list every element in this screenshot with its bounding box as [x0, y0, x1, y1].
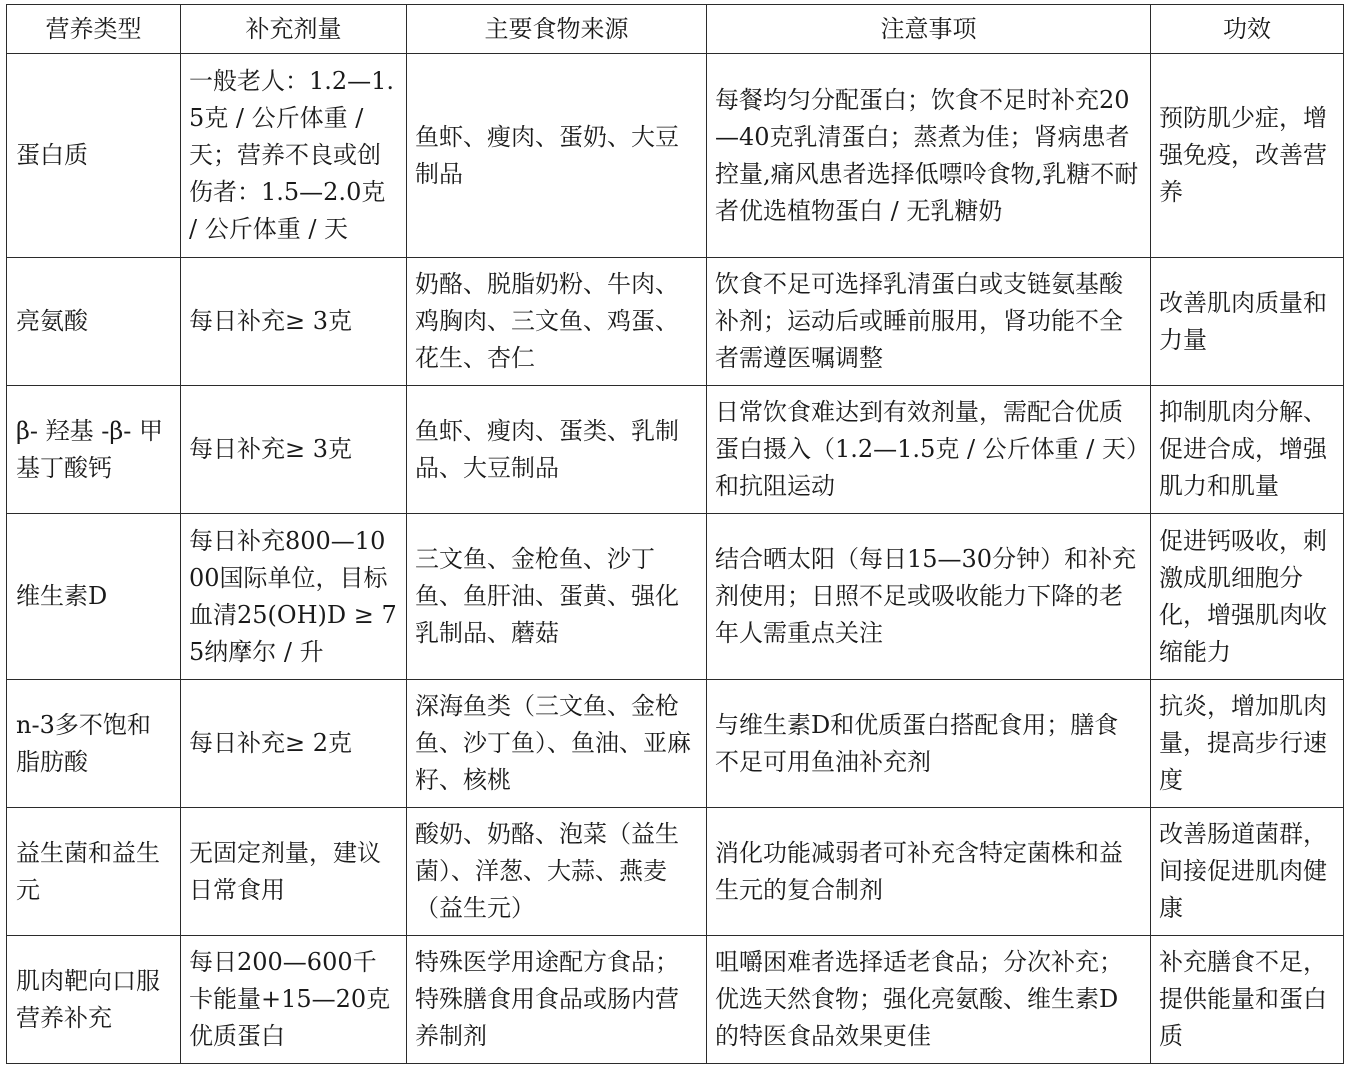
- header-nutrient-type: 营养类型: [7, 5, 181, 54]
- table-row: [7, 258, 1344, 386]
- notes-cell: 结合晒太阳（每日15—30分钟）和补充剂使用；日照不足或吸收能力下降的老年人需重点关注: [707, 514, 1151, 680]
- effect-cell: 抗炎，增加肌肉量，提高步行速度: [1151, 680, 1344, 808]
- nutrient-type-cell: 益生菌和益生元: [7, 808, 181, 936]
- table-row: [7, 936, 1344, 1064]
- table-row: [7, 808, 1344, 936]
- effect-cell: 改善肌肉质量和力量: [1151, 258, 1344, 386]
- nutrient-type-cell: 亮氨酸: [7, 258, 181, 386]
- effect-cell: 预防肌少症，增强免疫，改善营养: [1151, 54, 1344, 258]
- header-notes: 注意事项: [707, 5, 1151, 54]
- notes-cell: 日常饮食难达到有效剂量，需配合优质蛋白摄入（1.2—1.5克 / 公斤体重 / 天）和抗阻运动: [707, 386, 1151, 514]
- dose-cell: 每日200—600千卡能量+15—20克优质蛋白: [181, 936, 407, 1064]
- header-row: [7, 5, 1344, 54]
- nutrient-type-cell: β- 羟基 -β- 甲基丁酸钙: [7, 386, 181, 514]
- notes-cell: 每餐均匀分配蛋白；饮食不足时补充20—40克乳清蛋白；蒸煮为佳；肾病患者控量,痛风患者选择低嘌呤食物,乳糖不耐者优选植物蛋白 / 无乳糖奶: [707, 54, 1151, 258]
- nutrient-type-cell: 蛋白质: [7, 54, 181, 258]
- food-sources-cell: 鱼虾、瘦肉、蛋类、乳制品、大豆制品: [407, 386, 707, 514]
- dose-cell: 无固定剂量，建议日常食用: [181, 808, 407, 936]
- effect-cell: 抑制肌肉分解、促进合成，增强肌力和肌量: [1151, 386, 1344, 514]
- dose-cell: 每日补充≥ 2克: [181, 680, 407, 808]
- nutrition-table: [6, 4, 1344, 1064]
- effect-cell: 促进钙吸收，刺激成肌细胞分化，增强肌肉收缩能力: [1151, 514, 1344, 680]
- notes-cell: 咀嚼困难者选择适老食品；分次补充；优选天然食物；强化亮氨酸、维生素D的特医食品效果更佳: [707, 936, 1151, 1064]
- notes-cell: 饮食不足可选择乳清蛋白或支链氨基酸补剂；运动后或睡前服用，肾功能不全者需遵医嘱调整: [707, 258, 1151, 386]
- nutrient-type-cell: n-3多不饱和脂肪酸: [7, 680, 181, 808]
- food-sources-cell: 特殊医学用途配方食品；特殊膳食用食品或肠内营养制剂: [407, 936, 707, 1064]
- table-row: [7, 680, 1344, 808]
- dose-cell: 一般老人：1.2—1.5克 / 公斤体重 / 天；营养不良或创伤者：1.5—2.0克 / 公斤体重 / 天: [181, 54, 407, 258]
- food-sources-cell: 酸奶、奶酪、泡菜（益生菌）、洋葱、大蒜、燕麦（益生元）: [407, 808, 707, 936]
- dose-cell: 每日补充≥ 3克: [181, 386, 407, 514]
- food-sources-cell: 深海鱼类（三文鱼、金枪鱼、沙丁鱼）、鱼油、亚麻籽、核桃: [407, 680, 707, 808]
- table-row: [7, 514, 1344, 680]
- table-row: [7, 54, 1344, 258]
- food-sources-cell: 三文鱼、金枪鱼、沙丁鱼、鱼肝油、蛋黄、强化乳制品、蘑菇: [407, 514, 707, 680]
- food-sources-cell: 鱼虾、瘦肉、蛋奶、大豆制品: [407, 54, 707, 258]
- effect-cell: 改善肠道菌群，间接促进肌肉健康: [1151, 808, 1344, 936]
- notes-cell: 与维生素D和优质蛋白搭配食用；膳食不足可用鱼油补充剂: [707, 680, 1151, 808]
- notes-cell: 消化功能减弱者可补充含特定菌株和益生元的复合制剂: [707, 808, 1151, 936]
- header-effect: 功效: [1151, 5, 1344, 54]
- header-food-sources: 主要食物来源: [407, 5, 707, 54]
- dose-cell: 每日补充800—1000国际单位，目标血清25(OH)D ≥ 75纳摩尔 / 升: [181, 514, 407, 680]
- table-row: [7, 386, 1344, 514]
- food-sources-cell: 奶酪、脱脂奶粉、牛肉、鸡胸肉、三文鱼、鸡蛋、花生、杏仁: [407, 258, 707, 386]
- nutrient-type-cell: 肌肉靶向口服营养补充: [7, 936, 181, 1064]
- header-dose: 补充剂量: [181, 5, 407, 54]
- nutrition-table-wrapper: [6, 4, 1344, 1064]
- dose-cell: 每日补充≥ 3克: [181, 258, 407, 386]
- effect-cell: 补充膳食不足，提供能量和蛋白质: [1151, 936, 1344, 1064]
- nutrient-type-cell: 维生素D: [7, 514, 181, 680]
